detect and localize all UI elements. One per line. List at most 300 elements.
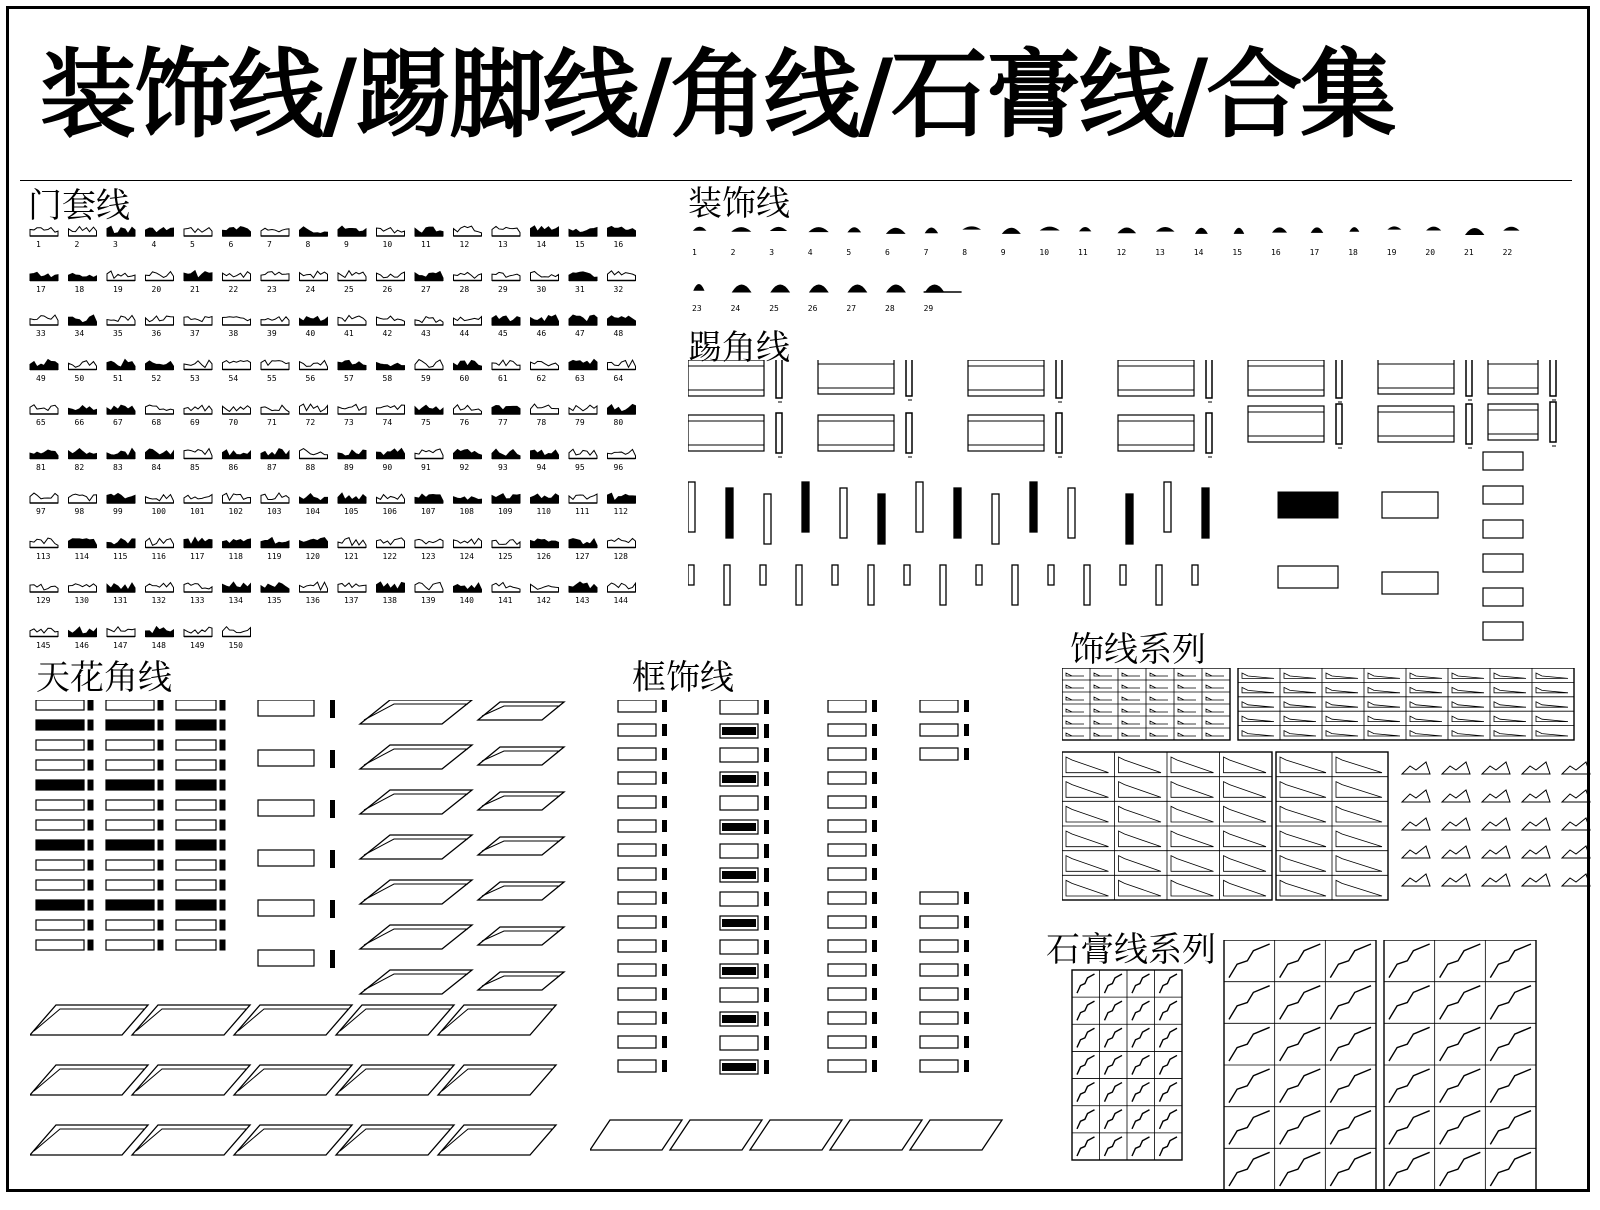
- section-title-skirting: 踢角线: [688, 328, 790, 368]
- trim-profile: [1224, 757, 1267, 773]
- decorative-profile: [1080, 227, 1090, 230]
- trim-profile: [1284, 687, 1316, 692]
- profile-shape: [30, 584, 58, 592]
- frame-trim-section: [764, 820, 769, 834]
- door-casing-number: 84: [151, 462, 162, 472]
- decorative-profile: [848, 285, 866, 292]
- ceiling-molding-section: [88, 700, 93, 710]
- frame-trim-strip: [618, 916, 656, 928]
- door-casing-profile: [184, 449, 212, 459]
- trim-profile: [1178, 733, 1196, 736]
- profile-shape: [107, 583, 135, 592]
- ceiling-molding-section: [220, 700, 225, 710]
- ceiling-molding-strip: [106, 900, 154, 910]
- ceiling-molding-strip: [106, 820, 154, 830]
- profile-shape: [30, 405, 58, 414]
- door-casing-profile: [569, 582, 597, 592]
- door-casing-number: 8: [305, 240, 311, 249]
- door-casing-profile: [338, 450, 366, 458]
- profile-shape: [300, 317, 328, 325]
- door-casing-profile: [223, 272, 251, 281]
- door-casing-number: 35: [113, 329, 123, 338]
- frame-trim-strip: [720, 700, 758, 714]
- decorative-number: 6: [885, 248, 890, 257]
- door-casing-number: 24: [305, 284, 316, 294]
- trim-profile: [1562, 790, 1590, 802]
- plaster-profile: [1132, 1137, 1150, 1156]
- profile-shape: [69, 584, 97, 592]
- door-casing-number: 20: [151, 284, 162, 294]
- decorative-profile: [926, 228, 938, 233]
- trim-profile: [1326, 687, 1358, 692]
- profile-shape: [531, 494, 559, 503]
- door-casing-number: 7: [267, 240, 272, 249]
- trim-profile: [1280, 782, 1326, 798]
- door-casing-profile: [107, 405, 135, 414]
- trim-profile: [1066, 673, 1084, 676]
- profile-shape: [146, 405, 174, 414]
- profile-shape: [69, 494, 97, 503]
- ceiling-molding-strip: [106, 880, 154, 890]
- door-casing-profile: [454, 450, 482, 459]
- door-casing-profile: [184, 271, 212, 281]
- trim-profile: [1122, 733, 1140, 736]
- skirting-board: [968, 413, 1062, 457]
- door-casing-profile: [184, 228, 212, 236]
- door-casing-number: 127: [575, 551, 590, 561]
- profile-shape: [184, 495, 212, 503]
- trim-profile: [1522, 874, 1550, 886]
- decorative-profile: [771, 285, 789, 292]
- profile-shape: [338, 493, 366, 503]
- trim-profile: [1242, 731, 1274, 736]
- trim-profile: [1336, 856, 1382, 872]
- door-casing-number: 10: [382, 240, 393, 249]
- plaster-profile: [1440, 1069, 1481, 1103]
- trim-profile: [1224, 806, 1267, 822]
- door-casing-profile: [223, 450, 251, 459]
- ceiling-molding-section: [220, 900, 225, 910]
- door-casing-number: 47: [575, 329, 585, 338]
- profile-shape: [146, 316, 174, 325]
- decorative-number: 10: [1039, 248, 1050, 257]
- profile-shape: [492, 540, 520, 548]
- trim-profile: [1442, 846, 1470, 858]
- door-casing-number: 48: [613, 329, 624, 338]
- door-casing-number: 49: [36, 373, 46, 383]
- profile-shape: [107, 405, 135, 414]
- door-casing-profile: [146, 538, 174, 547]
- profile-shape: [261, 405, 289, 414]
- skirting-face: [1378, 360, 1454, 394]
- door-casing-profile: [531, 226, 559, 236]
- ceiling-molding-strip: [36, 800, 84, 810]
- skirting-face: [1488, 404, 1538, 440]
- decorative-shape: [1234, 228, 1243, 233]
- skirting-section: [1056, 360, 1062, 398]
- door-casing-number: 37: [190, 329, 200, 338]
- door-casing-number: 69: [190, 418, 200, 427]
- ceiling-molding-strip: [176, 760, 216, 770]
- profile-shape: [492, 272, 520, 280]
- door-casing-profile: [338, 583, 366, 592]
- door-casing-profile: [338, 538, 366, 548]
- trim-profile: [1122, 673, 1140, 676]
- skirting-section: [1030, 482, 1037, 532]
- frame-trim-strip: [618, 964, 656, 976]
- door-casing-number: 150: [228, 640, 243, 650]
- frame-trim-infill: [722, 967, 756, 975]
- profile-shape: [146, 583, 174, 592]
- door-casing-profile: [492, 582, 520, 592]
- trim-profile: [1122, 685, 1140, 688]
- profile-shape: [531, 404, 559, 414]
- frame-trim-section: [872, 1060, 877, 1072]
- frame-trim-section: [662, 964, 667, 976]
- door-casing-number: 53: [190, 373, 200, 383]
- plaster-profile: [1077, 1055, 1095, 1074]
- door-casing-number: 126: [536, 551, 551, 561]
- door-casing-number: 73: [344, 418, 354, 427]
- door-casing-profile: [223, 227, 251, 236]
- trim-profile: [1206, 733, 1224, 736]
- door-casing-profile: [492, 316, 520, 325]
- door-casing-profile: [569, 494, 597, 503]
- trim-profile: [1284, 702, 1316, 707]
- door-casing-profile: [377, 405, 405, 414]
- door-casing-profile: [30, 315, 58, 325]
- door-casing-number: 96: [613, 462, 624, 472]
- trim-profile: [1326, 731, 1358, 736]
- door-casing-profile: [531, 271, 559, 280]
- trim-profile: [1536, 702, 1568, 707]
- profile-shape: [146, 449, 174, 458]
- decorative-profile: [733, 285, 751, 292]
- door-casing-profile: [261, 360, 289, 369]
- skirting-face: [1382, 492, 1438, 518]
- ceiling-molding-strip: [36, 740, 84, 750]
- frame-trim-strip: [720, 940, 758, 954]
- profile-shape: [608, 360, 636, 369]
- ceiling-molding-strip: [176, 880, 216, 890]
- trim-profile: [1562, 818, 1590, 830]
- frame-trim-strip: [920, 748, 958, 760]
- ceiling-molding-section: [220, 860, 225, 870]
- frame-trim-section: [662, 1060, 667, 1072]
- ceiling-molding-strip: [176, 920, 216, 930]
- plaster-profile: [1389, 986, 1430, 1020]
- door-casing-number: 144: [613, 596, 628, 605]
- door-casing-number: 133: [190, 596, 205, 605]
- trim-profile: [1119, 856, 1162, 872]
- trim-profile: [1402, 790, 1430, 802]
- profile-shape: [107, 271, 135, 280]
- profile-shape: [377, 494, 405, 503]
- door-casing-number: 76: [459, 418, 470, 427]
- trim-profile: [1178, 721, 1196, 724]
- trim-profile: [1522, 762, 1550, 774]
- plaster-profile: [1490, 944, 1531, 978]
- skirting-section: [1206, 360, 1212, 398]
- door-casing-profile: [300, 538, 328, 548]
- skirting-board: [1118, 360, 1212, 402]
- skirting-board: [1378, 360, 1472, 400]
- ceiling-molding-strip: [176, 800, 216, 810]
- trim-profile: [1066, 685, 1084, 688]
- frame-trim-section: [764, 940, 769, 954]
- plaster-profile: [1132, 1001, 1150, 1020]
- profile-shape: [377, 228, 405, 236]
- profile-shape: [184, 538, 212, 548]
- profile-shape: [146, 627, 174, 637]
- skirting-face: [1378, 406, 1454, 442]
- trim-profile: [1066, 831, 1109, 847]
- door-casing-number: 117: [190, 551, 205, 561]
- door-casing-profile: [223, 539, 251, 548]
- frame-trim-section: [872, 772, 877, 784]
- profile-shape: [184, 271, 212, 281]
- door-casing-number: 128: [613, 551, 628, 561]
- trim-profile: [1094, 673, 1112, 676]
- door-casing-profile: [261, 228, 289, 236]
- ceiling-molding-section: [88, 800, 93, 810]
- trim-profile: [1066, 856, 1109, 872]
- profile-shape: [30, 272, 58, 280]
- door-casing-profile: [261, 405, 289, 414]
- trim-profile: [1482, 762, 1510, 774]
- door-casing-number: 77: [498, 418, 508, 427]
- decorative-number: 20: [1425, 248, 1436, 257]
- door-casing-number: 123: [421, 551, 436, 561]
- door-casing-number: 94: [536, 462, 547, 472]
- decorative-shape: [810, 285, 828, 292]
- skirting-section: [1202, 488, 1209, 538]
- frame-trim-bevel: [590, 1120, 682, 1150]
- decorative-number: 12: [1116, 248, 1127, 257]
- door-casing-number: 102: [228, 507, 243, 516]
- ceiling-molding-section: [88, 920, 93, 930]
- frame-trim-section: [964, 940, 969, 952]
- skirting-section: [1012, 565, 1018, 605]
- frame-trim-strip: [618, 1012, 656, 1024]
- plaster-profile: [1280, 1069, 1321, 1103]
- decorative-number: 17: [1309, 248, 1320, 257]
- trim-profile: [1336, 806, 1382, 822]
- door-casing-number: 112: [613, 507, 628, 516]
- frame-trim-strip: [828, 1036, 866, 1048]
- skirting-section: [1550, 360, 1556, 396]
- frame-trim-section: [872, 988, 877, 1000]
- frame-trim-section: [964, 1060, 969, 1072]
- door-casing-number: 68: [151, 418, 162, 427]
- frame-trim-strip: [618, 868, 656, 880]
- door-casing-number: 3: [113, 240, 118, 249]
- plaster-profile: [1280, 1111, 1321, 1145]
- door-casing-profile: [300, 361, 328, 370]
- decorative-shape: [694, 284, 704, 290]
- door-casing-profile: [30, 450, 58, 458]
- skirting-face: [1488, 360, 1538, 394]
- door-casing-profile: [69, 449, 97, 459]
- profile-shape: [261, 228, 289, 236]
- frame-trim-strip: [828, 964, 866, 976]
- frame-trim-section: [662, 892, 667, 904]
- frame-trim-section: [764, 724, 769, 738]
- trim-profile: [1482, 846, 1510, 858]
- skirting-section: [916, 482, 923, 532]
- trim-profile: [1284, 731, 1316, 736]
- frame-trim-section: [872, 748, 877, 760]
- profile-shape: [377, 272, 405, 280]
- frame-trim-strip: [828, 772, 866, 784]
- ceiling-molding-section: [88, 780, 93, 790]
- door-casing-number: 19: [113, 284, 123, 294]
- section-title-door-casing: 门套线: [28, 186, 130, 226]
- door-casing-number: 63: [575, 373, 585, 383]
- door-casing-number: 149: [190, 640, 205, 650]
- skirting-section: [726, 488, 733, 538]
- door-casing-number: 120: [305, 551, 320, 561]
- trim-profile: [1242, 716, 1274, 721]
- decorative-number: 19: [1386, 248, 1397, 257]
- decorative-number: 23: [692, 304, 702, 313]
- trim-profile: [1280, 806, 1326, 822]
- door-casing-profile: [569, 360, 597, 370]
- skirting-section: [1156, 565, 1162, 605]
- frame-trim-section: [964, 988, 969, 1000]
- trim-profile: [1066, 757, 1109, 773]
- frame-trim-section: [964, 748, 969, 760]
- frame-trim-strip: [618, 724, 656, 736]
- ceiling-molding-strip: [106, 760, 154, 770]
- door-casing-number: 65: [36, 418, 46, 427]
- plaster-profile: [1105, 1028, 1123, 1047]
- decorative-shape: [694, 227, 705, 230]
- profile-shape: [184, 228, 212, 236]
- frame-trim-section: [964, 916, 969, 928]
- plaster-profile: [1389, 1069, 1430, 1103]
- plaster-profile: [1077, 1137, 1095, 1156]
- profile-shape: [608, 583, 636, 592]
- skirting-face: [1483, 588, 1523, 606]
- profile-shape: [454, 272, 482, 280]
- frame-trim-strip: [920, 988, 958, 1000]
- profile-shape: [338, 450, 366, 458]
- trim-profile: [1094, 721, 1112, 724]
- skirting-board: [688, 360, 782, 402]
- door-casing-profile: [377, 228, 405, 236]
- skirting-section: [1192, 565, 1198, 585]
- ceiling-molding-strip: [106, 720, 154, 730]
- decorative-shape: [887, 228, 905, 233]
- decorative-profile: [1389, 227, 1400, 229]
- profile-shape: [608, 404, 636, 414]
- skirting-section: [796, 565, 802, 605]
- decorative-shape: [1505, 227, 1519, 230]
- frame-trim-section: [872, 940, 877, 952]
- trim-profile: [1336, 782, 1382, 798]
- profile-shape: [69, 227, 97, 236]
- trim-profile: [1066, 880, 1109, 896]
- trim-profile: [1336, 831, 1382, 847]
- skirting-board: [688, 413, 782, 457]
- door-casing-profile: [415, 539, 443, 547]
- ceiling-corner-bevel: [478, 882, 564, 900]
- ceiling-molding-section: [158, 720, 163, 730]
- decorative-profile: [1505, 227, 1519, 230]
- door-casing-number: 57: [344, 373, 354, 383]
- decorative-number: 25: [769, 304, 779, 313]
- door-casing-number: 80: [613, 418, 624, 427]
- frame-trim-section: [872, 1036, 877, 1048]
- profile-shape: [69, 273, 97, 280]
- skirting-section: [940, 565, 946, 605]
- ceiling-corner-drawings: [30, 700, 630, 1210]
- door-casing-profile: [69, 406, 97, 414]
- frame-trim-section: [764, 892, 769, 906]
- frame-trim-strip: [618, 940, 656, 952]
- skirting-section: [776, 413, 782, 453]
- frame-trim-section: [872, 892, 877, 904]
- skirting-section: [760, 565, 766, 585]
- trim-profile: [1122, 721, 1140, 724]
- skirting-section: [688, 565, 694, 585]
- profile-shape: [338, 404, 366, 414]
- profile-shape: [261, 317, 289, 325]
- ceiling-molding-strip: [258, 950, 314, 966]
- skirting-section: [1068, 488, 1075, 538]
- frame-trim-strip: [720, 844, 758, 858]
- decorative-profile: [1003, 228, 1020, 233]
- door-casing-profile: [184, 583, 212, 592]
- profile-shape: [261, 538, 289, 548]
- ceiling-molding-section: [220, 780, 225, 790]
- trim-profile: [1066, 721, 1084, 724]
- door-casing-profile: [261, 449, 289, 459]
- ceiling-molding-section: [88, 880, 93, 890]
- trim-profile: [1402, 874, 1430, 886]
- door-casing-number: 74: [382, 418, 393, 427]
- door-casing-number: 45: [498, 329, 508, 338]
- frame-trim-strip: [828, 844, 866, 856]
- door-casing-profile: [531, 539, 559, 547]
- ceiling-molding-strip: [36, 820, 84, 830]
- door-casing-number: 4: [151, 240, 157, 249]
- plaster-profile: [1160, 1028, 1178, 1047]
- ceiling-molding-strip: [106, 840, 154, 850]
- frame-trim-section: [764, 916, 769, 930]
- plaster-profile: [1105, 1001, 1123, 1020]
- decorative-profile: [1312, 228, 1323, 232]
- door-casing-number: 100: [151, 507, 166, 516]
- ceiling-molding-section: [158, 880, 163, 890]
- door-casing-number: 40: [305, 329, 316, 338]
- door-casing-profile: [415, 405, 443, 414]
- profile-shape: [415, 272, 443, 281]
- ceiling-molding-section: [330, 700, 335, 718]
- skirting-section: [1126, 494, 1133, 544]
- door-casing-profile: [608, 316, 636, 325]
- decorative-number: 8: [962, 248, 968, 257]
- decorative-number: 27: [846, 304, 857, 313]
- door-casing-number: 90: [382, 462, 393, 472]
- trim-profile: [1224, 880, 1267, 896]
- door-casing-profile: [300, 404, 328, 414]
- door-casing-number: 140: [459, 596, 474, 605]
- profile-shape: [223, 272, 251, 281]
- trim-profile: [1171, 806, 1214, 822]
- frame-trim-section: [662, 940, 667, 952]
